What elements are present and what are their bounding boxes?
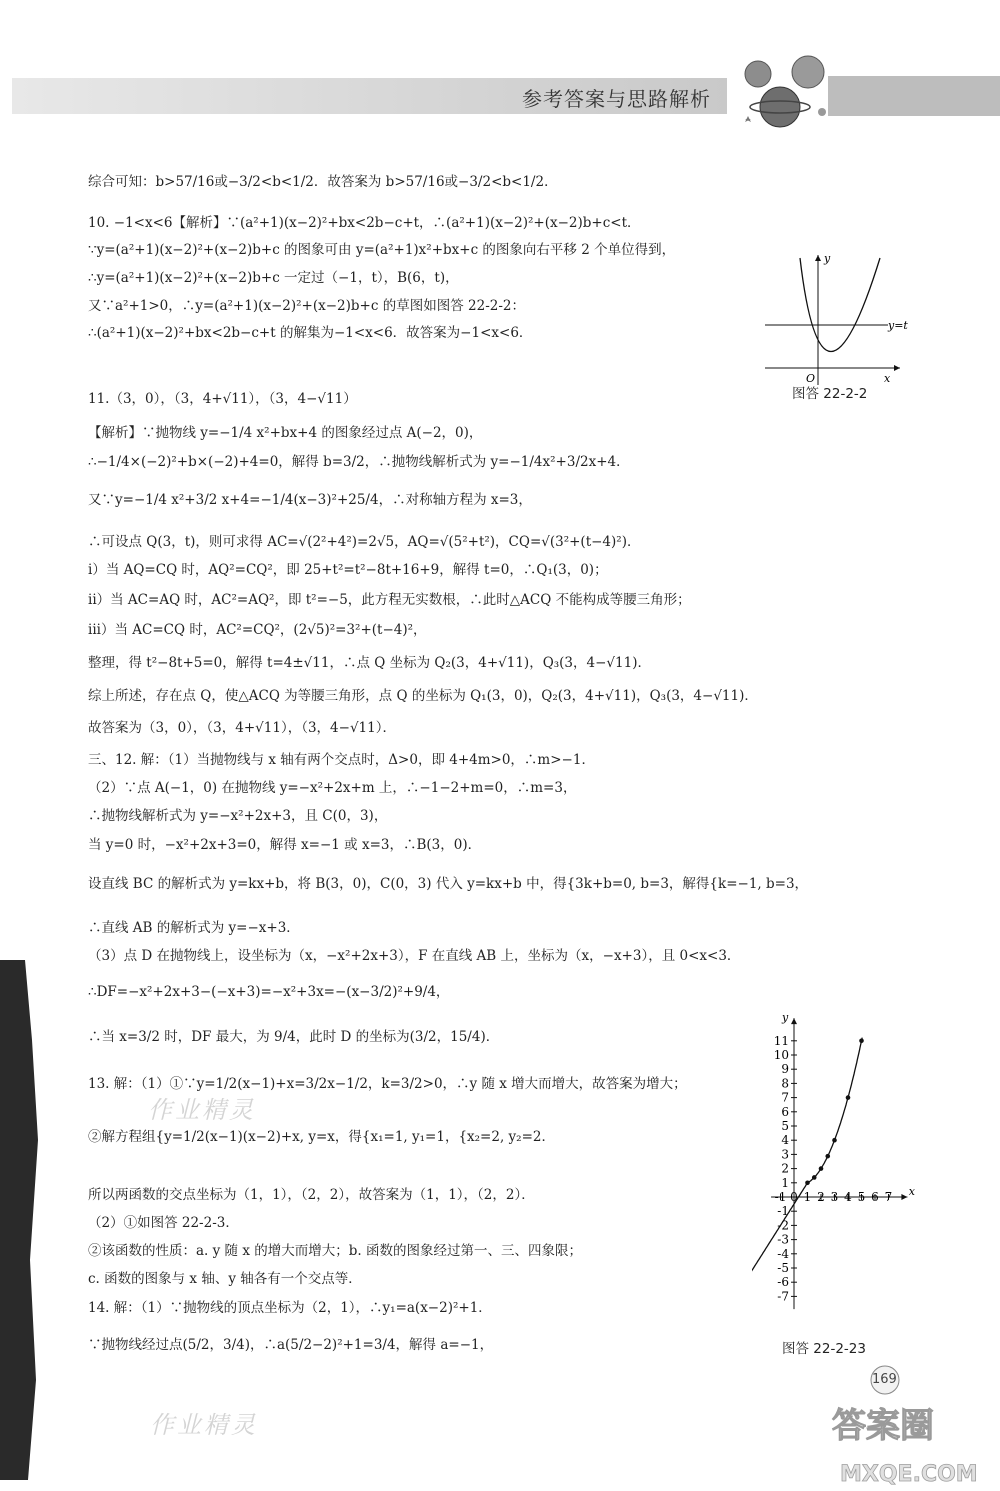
text-line: （2）∵点 A(−1，0) 在抛物线 y=−x²+2x+m 上，∴−1−2+m=0，∴m=3，: [88, 780, 577, 796]
figure-parabola-graph: [760, 250, 910, 390]
y-tick-label: -5: [777, 1261, 789, 1275]
text-line: ②该函数的性质：a. y 随 x 的增大而增大；b. 函数的图象经过第一、三、四象限；: [88, 1243, 582, 1259]
text-line: ∴可设点 Q(3，t)，则可求得 AC=√(2²+4²)=2√5，AQ=√(5²+t²)，CQ=√(3²+(t−4)²)．: [88, 534, 641, 550]
y-tick-label: -7: [777, 1289, 789, 1304]
figure-function-graph: [752, 1015, 922, 1330]
x-tick-label: 7: [884, 1190, 893, 1204]
y-tick-label: 3: [781, 1147, 789, 1162]
planets-decoration-icon: [730, 52, 840, 142]
y-tick-label: -2: [777, 1218, 789, 1233]
text-line: ∴抛物线解析式为 y=−x²+2x+3，且 C(0，3)，: [88, 808, 388, 824]
text-line: ∴y=(a²+1)(x−2)²+(x−2)b+c 一定过（−1，t），B(6，t)，: [88, 270, 459, 286]
text-line: 故答案为（3，0），（3，4+√11），（3，4−√11）．: [88, 720, 396, 736]
y-tick-label: 9: [781, 1062, 789, 1077]
x-tick-label: 3: [830, 1190, 839, 1204]
y-tick-label: 2: [781, 1161, 789, 1176]
x-axis-label: x: [908, 1185, 915, 1198]
text-line: 设直线 BC 的解析式为 y=kx+b，将 B(3，0)，C(0，3) 代入 y=kx+b 中，得{3k+b=0, b=3，解得{k=−1, b=3，: [88, 876, 809, 892]
curve-point: [805, 1181, 810, 1186]
text-line: iii）当 AC=CQ 时，AC²=CQ²，(2√5)²=3²+(t−4)²，: [88, 622, 427, 638]
text-line: c. 函数的图象与 x 轴、y 轴各有一个交点等．: [88, 1271, 362, 1287]
text-line: 综合可知：b>57/16或−3/2<b<1/2．故答案为 b>57/16或−3/2<b<1/2．: [88, 174, 558, 190]
figure1-caption: 图答 22-2-2: [792, 386, 868, 402]
header-band-right: [828, 76, 1000, 116]
text-line: ii）当 AC=AQ 时，AC²=AQ²，即 t²=−5，此方程无实数根，∴此时△ACQ 不能构成等腰三角形；: [88, 592, 691, 608]
text-line: ∴−1/4×(−2)²+b×(−2)+4=0，解得 b=3/2，∴抛物线解析式为 y=−1/4x²+3/2x+4．: [88, 454, 630, 470]
curve-point: [846, 1095, 851, 1100]
y-tick-label: -1: [777, 1204, 789, 1219]
text-line: （2）①如图答 22-2-3．: [88, 1215, 239, 1231]
y-tick-label: 6: [781, 1104, 789, 1119]
y-tick-label: -3: [777, 1232, 789, 1247]
curve-point: [819, 1166, 824, 1171]
y-tick-label: 10: [773, 1048, 789, 1062]
curve-point: [859, 1039, 864, 1044]
text-line: 整理，得 t²−8t+5=0，解得 t=4±√11，∴点 Q 坐标为 Q₂(3，4+√11)，Q₃(3，4−√11)．: [88, 655, 651, 671]
text-line: ∵抛物线经过点(5/2，3/4)，∴a(5/2−2)²+1=3/4，解得 a=−1，: [88, 1337, 494, 1353]
x-tick-label: 5: [857, 1190, 866, 1204]
y-tick-label: 4: [781, 1133, 789, 1148]
site-logo-text: 答案圈: [832, 1406, 934, 1446]
text-line: 又∵y=−1/4 x²+3/2 x+4=−1/4(x−3)²+25/4，∴对称轴方程为 x=3，: [88, 492, 532, 508]
curve-point: [812, 1175, 817, 1180]
text-line: ∴DF=−x²+2x+3−(−x+3)=−x²+3x=−(x−3/2)²+9/4，: [88, 984, 450, 1000]
y-axis-label: y: [782, 1015, 789, 1024]
text-line: ∴(a²+1)(x−2)²+bx<2b−c+t 的解集为−1<x<6．故答案为−1<x<6．: [88, 325, 533, 341]
text-line: 三、12. 解：（1）当抛物线与 x 轴有两个交点时，Δ>0，即 4+4m>0，∴m>−1．: [88, 752, 595, 768]
text-line: 14. 解：（1）∵抛物线的顶点坐标为（2，1），∴y₁=a(x−2)²+1．: [88, 1300, 492, 1316]
text-line: ∴当 x=3/2 时，DF 最大，为 9/4，此时 D 的坐标为(3/2，15/4)．: [88, 1029, 500, 1045]
text-line: 综上所述，存在点 Q，使△ACQ 为等腰三角形，点 Q 的坐标为 Q₁(3，0)，Q₂(3，4+√11)，Q₃(3，4−√11)．: [88, 688, 758, 704]
x-tick-label: -1: [774, 1190, 787, 1204]
text-line: （3）点 D 在抛物线上，设坐标为（x，−x²+2x+3），F 在直线 AB 上，坐标为（x，−x+3），且 0<x<3．: [88, 948, 741, 964]
site-logo-icon: [820, 1395, 1000, 1491]
fig1-y-label: y: [824, 252, 831, 265]
fig1-line-label: y=t: [888, 319, 908, 332]
y-tick-label: 1: [781, 1175, 789, 1190]
scan-shadow: [0, 960, 40, 1480]
y-tick-label: -4: [777, 1246, 789, 1261]
watermark-text: 作业精灵: [148, 1096, 256, 1124]
text-line: 所以两函数的交点坐标为（1，1），（2，2），故答案为（1，1），（2，2）．: [88, 1187, 535, 1203]
fig1-x-label: x: [884, 372, 891, 385]
curve-point: [832, 1138, 837, 1143]
page-number: 169: [872, 1372, 897, 1387]
text-line: 10. −1<x<6【解析】∵(a²+1)(x−2)²+bx<2b−c+t，∴(a²+1)(x−2)²+(x−2)b+c<t．: [88, 215, 641, 231]
site-logo-url: MXQE.COM: [840, 1462, 978, 1487]
text-line: i）当 AQ=CQ 时，AQ²=CQ²，即 25+t²=t²−8t+16+9，解得 t=0，∴Q₁(3，0)；: [88, 562, 608, 578]
text-line: 当 y=0 时，−x²+2x+3=0，解得 x=−1 或 x=3，∴B(3，0)．: [88, 837, 482, 853]
text-line: 【解析】∵抛物线 y=−1/4 x²+bx+4 的图象经过点 A(−2，0)，: [88, 425, 483, 441]
text-line: 11.（3，0），（3，4+√11），（3，4−√11）: [88, 391, 357, 407]
figure2-caption: 图答 22-2-23: [782, 1341, 866, 1357]
x-tick-label: 2: [817, 1190, 825, 1204]
text-line: 又∵a²+1>0，∴y=(a²+1)(x−2)²+(x−2)b+c 的草图如图答 22-2-2：: [88, 298, 525, 314]
y-tick-label: 8: [781, 1076, 789, 1091]
x-tick-label: 0: [790, 1190, 798, 1204]
text-line: ∵y=(a²+1)(x−2)²+(x−2)b+c 的图象可由 y=(a²+1)x²+bx+c 的图象向右平移 2 个单位得到，: [88, 242, 676, 258]
y-axis-arrow: [791, 1018, 797, 1024]
x-tick-label: 4: [844, 1190, 852, 1204]
text-line: ②解方程组{y=1/2(x−1)(x−2)+x, y=x，得{x₁=1, y₁=1，{x₂=2, y₂=2．: [88, 1129, 555, 1145]
x-tick-label: 1: [803, 1190, 812, 1204]
function-curve: [752, 1038, 862, 1300]
fig1-origin-label: O: [806, 372, 816, 385]
y-tick-label: 7: [781, 1090, 789, 1105]
text-line: ∴直线 AB 的解析式为 y=−x+3．: [88, 920, 300, 936]
y-tick-label: 11: [773, 1033, 789, 1048]
y-tick-label: 5: [781, 1119, 789, 1133]
watermark-text: 作业精灵: [150, 1411, 258, 1439]
x-tick-label: 6: [871, 1190, 879, 1204]
text-line: 13. 解：（1）①∵y=1/2(x−1)+x=3/2x−1/2，k=3/2>0，∴y 随 x 增大而增大，故答案为增大；: [88, 1076, 687, 1092]
page-header-title: 参考答案与思路解析: [522, 87, 711, 111]
x-axis-arrow: [901, 1194, 907, 1200]
curve-point: [825, 1154, 830, 1159]
y-tick-label: -6: [777, 1275, 789, 1290]
